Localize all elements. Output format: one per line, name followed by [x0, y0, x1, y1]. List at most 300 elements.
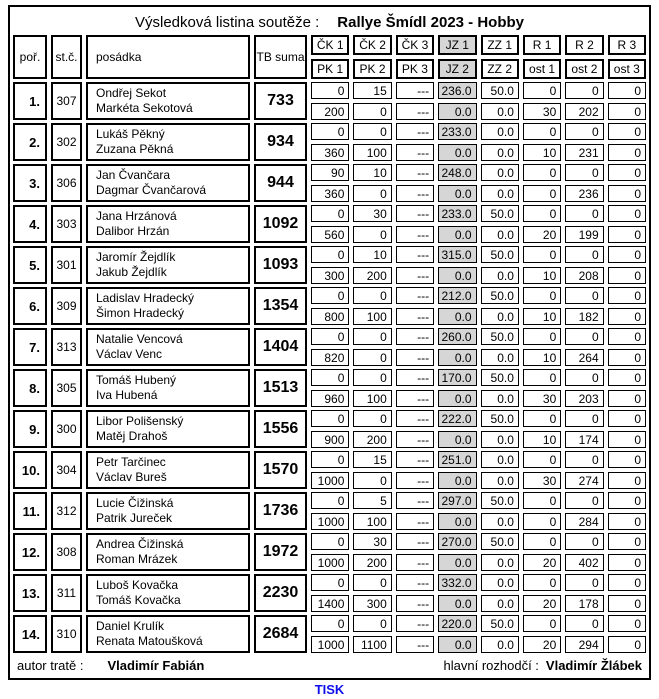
value-cell: 0.0	[481, 390, 519, 407]
header-total-cell: TB suma	[254, 35, 307, 79]
rank-cell: 4.	[13, 205, 47, 243]
value-cell: 50.0	[481, 246, 519, 263]
column-header-cell: ČK 3	[396, 35, 434, 55]
value-cell: 0.0	[481, 472, 519, 489]
value-cell: ---	[396, 205, 434, 222]
codriver-name: Iva Hubená	[96, 388, 158, 402]
driver-name: Jaromír Žejdlík	[96, 250, 176, 264]
value-cell: 50.0	[481, 615, 519, 632]
value-cell: 0.0	[438, 472, 476, 489]
value-cell: 0.0	[481, 349, 519, 366]
value-cell: ---	[396, 431, 434, 448]
value-cell: 0.0	[481, 164, 519, 181]
value-column	[565, 205, 603, 243]
total-points-cell: 1570	[254, 451, 307, 489]
value-cell: 0	[311, 328, 349, 345]
column-header-cell: ost 1	[523, 59, 561, 79]
crew-cell	[86, 533, 250, 571]
crew-cell	[86, 287, 250, 325]
value-cell: ---	[396, 636, 434, 653]
total-points-cell: 1092	[254, 205, 307, 243]
table-row	[13, 164, 646, 202]
value-cell: 0.0	[481, 226, 519, 243]
value-cell: ---	[396, 615, 434, 632]
value-cell: 0	[565, 410, 603, 427]
value-cell: 30	[353, 205, 391, 222]
value-cell: 0	[608, 246, 646, 263]
value-column	[523, 615, 561, 653]
crew-cell	[86, 82, 250, 120]
value-column	[481, 164, 519, 202]
value-column	[396, 451, 434, 489]
value-cell: 0	[565, 328, 603, 345]
column-header-cell: ČK 1	[311, 35, 349, 55]
driver-name: Natalie Vencová	[96, 332, 183, 346]
value-column	[523, 82, 561, 120]
value-cell: ---	[396, 144, 434, 161]
value-column	[311, 246, 349, 284]
total-points-cell: 733	[254, 82, 307, 120]
total-points-cell: 2230	[254, 574, 307, 612]
value-cell: 0	[353, 410, 391, 427]
value-cell: 233.0	[438, 123, 476, 140]
value-cell: 0	[565, 615, 603, 632]
value-column	[353, 533, 391, 571]
value-column	[396, 492, 434, 530]
value-cell: 222.0	[438, 410, 476, 427]
crew-cell	[86, 246, 250, 284]
table-row	[13, 246, 646, 284]
value-cell: 248.0	[438, 164, 476, 181]
value-cell: 231	[565, 144, 603, 161]
value-cell: ---	[396, 390, 434, 407]
value-column	[565, 164, 603, 202]
value-cell: 820	[311, 349, 349, 366]
table-row	[13, 123, 646, 161]
column-header-cell: ZZ 2	[481, 59, 519, 79]
value-column	[608, 451, 646, 489]
crew-cell	[86, 205, 250, 243]
rank-cell: 13.	[13, 574, 47, 612]
start-number-cell: 309	[51, 287, 82, 325]
value-column	[438, 574, 476, 612]
value-cell: 0.0	[481, 595, 519, 612]
codriver-name: Dagmar Čvančarová	[96, 183, 207, 197]
column-header-cell: JZ 1	[438, 35, 476, 55]
value-cell: 0	[608, 123, 646, 140]
value-cell: 0	[523, 410, 561, 427]
value-cell: 182	[565, 308, 603, 325]
value-column	[565, 246, 603, 284]
value-cell: 0	[608, 308, 646, 325]
value-cell: 236	[565, 185, 603, 202]
value-column	[396, 287, 434, 325]
total-points-cell: 2684	[254, 615, 307, 653]
value-cell: 0.0	[438, 226, 476, 243]
total-points-cell: 1404	[254, 328, 307, 366]
value-column	[523, 287, 561, 325]
value-cell: 1400	[311, 595, 349, 612]
value-cell: 0	[565, 164, 603, 181]
value-column	[438, 410, 476, 448]
total-points-cell: 1354	[254, 287, 307, 325]
crew-cell	[86, 615, 250, 653]
value-cell: 560	[311, 226, 349, 243]
value-cell: 0	[565, 82, 603, 99]
value-cell: 10	[523, 267, 561, 284]
value-cell: 0	[523, 328, 561, 345]
value-column	[523, 451, 561, 489]
value-cell: 0	[523, 82, 561, 99]
value-cell: ---	[396, 328, 434, 345]
value-cell: ---	[396, 308, 434, 325]
rank-cell: 5.	[13, 246, 47, 284]
total-points-cell: 1736	[254, 492, 307, 530]
value-cell: ---	[396, 410, 434, 427]
crew-cell	[86, 328, 250, 366]
value-cell: 0	[608, 267, 646, 284]
value-column	[311, 574, 349, 612]
value-cell: 0	[523, 513, 561, 530]
value-cell: 270.0	[438, 533, 476, 550]
value-cell: 0.0	[481, 185, 519, 202]
value-cell: 203	[565, 390, 603, 407]
value-column	[481, 82, 519, 120]
value-cell: 0	[608, 472, 646, 489]
value-column	[353, 287, 391, 325]
value-cell: 50.0	[481, 492, 519, 509]
crew-cell	[86, 451, 250, 489]
value-column	[565, 82, 603, 120]
driver-name: Jan Čvančara	[96, 168, 171, 182]
value-cell: 0	[608, 390, 646, 407]
column-header-cell: ČK 2	[353, 35, 391, 55]
start-number-cell: 310	[51, 615, 82, 653]
column-header-cell: JZ 2	[438, 59, 476, 79]
value-cell: 1000	[311, 472, 349, 489]
value-column	[311, 328, 349, 366]
total-points-cell: 1556	[254, 410, 307, 448]
value-cell: 251.0	[438, 451, 476, 468]
value-cell: ---	[396, 82, 434, 99]
value-column	[438, 205, 476, 243]
value-cell: 0	[523, 451, 561, 468]
value-cell: 10	[523, 308, 561, 325]
rank-cell: 8.	[13, 369, 47, 407]
crew-cell	[86, 369, 250, 407]
value-cell: 0	[608, 451, 646, 468]
value-cell: 0	[608, 431, 646, 448]
value-cell: 0	[608, 103, 646, 120]
rank-cell: 14.	[13, 615, 47, 653]
value-cell: 0	[311, 287, 349, 304]
value-cell: 0	[523, 185, 561, 202]
value-cell: 0.0	[438, 554, 476, 571]
value-column	[565, 369, 603, 407]
value-cell: 0.0	[481, 123, 519, 140]
value-cell: 50.0	[481, 369, 519, 386]
value-cell: 0	[608, 513, 646, 530]
value-column	[396, 410, 434, 448]
value-column	[311, 615, 349, 653]
value-cell: 800	[311, 308, 349, 325]
start-number-cell: 305	[51, 369, 82, 407]
value-column	[438, 615, 476, 653]
value-cell: 20	[523, 554, 561, 571]
value-cell: ---	[396, 164, 434, 181]
value-cell: ---	[396, 123, 434, 140]
value-cell: 0.0	[438, 308, 476, 325]
value-column	[311, 35, 349, 79]
value-cell: 0.0	[438, 513, 476, 530]
value-cell: 0	[353, 615, 391, 632]
value-column	[481, 328, 519, 366]
value-column	[523, 369, 561, 407]
start-number-cell: 302	[51, 123, 82, 161]
value-cell: 0	[353, 185, 391, 202]
value-column	[481, 123, 519, 161]
codriver-name: Tomáš Kovačka	[96, 593, 181, 607]
value-column	[565, 574, 603, 612]
value-cell: 0	[311, 574, 349, 591]
value-column	[523, 533, 561, 571]
value-cell: ---	[396, 246, 434, 263]
table-row	[13, 615, 646, 653]
table-row	[13, 574, 646, 612]
value-column	[311, 164, 349, 202]
rank-cell: 6.	[13, 287, 47, 325]
value-cell: 20	[523, 595, 561, 612]
value-cell: 0	[565, 369, 603, 386]
value-cell: 100	[353, 144, 391, 161]
value-cell: 0	[523, 205, 561, 222]
rank-cell: 10.	[13, 451, 47, 489]
value-column	[353, 574, 391, 612]
value-column	[481, 369, 519, 407]
value-column	[608, 164, 646, 202]
rank-cell: 11.	[13, 492, 47, 530]
value-cell: 50.0	[481, 410, 519, 427]
value-cell: 100	[353, 308, 391, 325]
value-cell: 1000	[311, 636, 349, 653]
value-column	[565, 533, 603, 571]
value-column	[481, 205, 519, 243]
value-column	[396, 328, 434, 366]
value-column	[311, 82, 349, 120]
value-cell: 0	[608, 410, 646, 427]
value-column	[311, 123, 349, 161]
crew-cell	[86, 574, 250, 612]
value-column	[353, 451, 391, 489]
value-cell: 5	[353, 492, 391, 509]
codriver-name: Markéta Sekotová	[96, 101, 193, 115]
codriver-name: Renata Matoušková	[96, 634, 203, 648]
value-cell: 1000	[311, 513, 349, 530]
value-column	[608, 246, 646, 284]
value-cell: 178	[565, 595, 603, 612]
column-header-cell: ost 3	[608, 59, 646, 79]
rank-cell: 2.	[13, 123, 47, 161]
table-row	[13, 410, 646, 448]
value-cell: 50.0	[481, 82, 519, 99]
value-cell: ---	[396, 185, 434, 202]
codriver-name: Patrik Jureček	[96, 511, 173, 525]
value-cell: 1000	[311, 554, 349, 571]
value-column	[438, 287, 476, 325]
value-column	[523, 574, 561, 612]
value-column	[311, 451, 349, 489]
title-row	[13, 11, 646, 33]
value-column	[396, 164, 434, 202]
value-cell: 294	[565, 636, 603, 653]
value-cell: 200	[311, 103, 349, 120]
value-cell: 0	[353, 328, 391, 345]
start-number-cell: 311	[51, 574, 82, 612]
value-cell: 960	[311, 390, 349, 407]
crew-cell	[86, 164, 250, 202]
value-column	[608, 82, 646, 120]
table-body	[13, 82, 646, 653]
value-column	[523, 410, 561, 448]
value-cell: 0	[353, 472, 391, 489]
value-column	[353, 492, 391, 530]
value-column	[565, 328, 603, 366]
header-start-number-cell: st.č.	[51, 35, 82, 79]
value-cell: 200	[353, 267, 391, 284]
column-header-cell: PK 3	[396, 59, 434, 79]
value-cell: 0	[523, 492, 561, 509]
value-cell: 284	[565, 513, 603, 530]
value-column	[565, 410, 603, 448]
value-cell: 0.0	[438, 144, 476, 161]
crew-cell	[86, 492, 250, 530]
event-name: Rallye Šmídl 2023 - Hobby	[337, 13, 524, 31]
value-cell: 0.0	[481, 267, 519, 284]
column-header-cell: R 2	[565, 35, 603, 55]
value-column	[481, 246, 519, 284]
codriver-name: Václav Venc	[96, 347, 163, 361]
value-column	[438, 451, 476, 489]
value-cell: 0.0	[438, 431, 476, 448]
column-header-cell: R 3	[608, 35, 646, 55]
driver-name: Lucie Čižinská	[96, 496, 174, 510]
track-author	[17, 658, 204, 673]
track-author-label: autor tratě :	[17, 657, 84, 673]
value-column	[353, 615, 391, 653]
driver-name: Tomáš Hubený	[96, 373, 177, 387]
total-points-cell: 1093	[254, 246, 307, 284]
value-column	[608, 410, 646, 448]
value-column	[608, 328, 646, 366]
column-header-cell: ost 2	[565, 59, 603, 79]
value-column	[396, 123, 434, 161]
value-column	[481, 492, 519, 530]
driver-name: Jana Hrzánová	[96, 209, 177, 223]
value-cell: 0	[565, 246, 603, 263]
value-column	[353, 369, 391, 407]
value-cell: 50.0	[481, 287, 519, 304]
header-rank-cell: poř.	[13, 35, 47, 79]
value-column	[438, 492, 476, 530]
value-cell: 0	[608, 492, 646, 509]
value-cell: 0	[353, 349, 391, 366]
value-cell: 0.0	[438, 390, 476, 407]
table-row	[13, 82, 646, 120]
value-cell: 0	[523, 246, 561, 263]
value-cell: 20	[523, 226, 561, 243]
value-column	[311, 205, 349, 243]
total-points-cell: 1972	[254, 533, 307, 571]
value-cell: ---	[396, 472, 434, 489]
codriver-name: Matěj Drahoš	[96, 429, 168, 443]
value-cell: 274	[565, 472, 603, 489]
value-cell: 0	[353, 103, 391, 120]
value-column	[608, 492, 646, 530]
value-cell: 0	[565, 451, 603, 468]
value-column	[353, 246, 391, 284]
value-cell: 0	[311, 533, 349, 550]
title-label: Výsledková listina soutěže :	[135, 13, 320, 31]
driver-name: Daniel Krulík	[96, 619, 165, 633]
value-column	[481, 451, 519, 489]
column-header-cell: PK 1	[311, 59, 349, 79]
value-cell: 90	[311, 164, 349, 181]
value-column	[438, 35, 476, 79]
value-cell: 0	[565, 205, 603, 222]
start-number-cell: 306	[51, 164, 82, 202]
value-cell: 50.0	[481, 205, 519, 222]
value-cell: 0	[523, 369, 561, 386]
value-cell: 0.0	[481, 554, 519, 571]
value-column	[481, 533, 519, 571]
driver-name: Ladislav Hradecký	[96, 291, 195, 305]
value-column	[396, 533, 434, 571]
value-cell: 0	[608, 164, 646, 181]
value-cell: 0	[311, 369, 349, 386]
chief-referee-name: Vladimír Žlábek	[545, 657, 642, 673]
value-cell: 0	[565, 533, 603, 550]
start-number-cell: 308	[51, 533, 82, 571]
codriver-name: Dalibor Hrzán	[96, 224, 170, 238]
value-cell: ---	[396, 492, 434, 509]
results-table	[8, 5, 651, 680]
print-link[interactable]: TISK	[314, 682, 345, 697]
value-column	[565, 615, 603, 653]
value-cell: 0	[311, 82, 349, 99]
value-cell: 200	[353, 431, 391, 448]
column-header-cell: R 1	[523, 35, 561, 55]
value-cell: ---	[396, 103, 434, 120]
start-number-cell: 303	[51, 205, 82, 243]
value-column	[481, 615, 519, 653]
value-cell: 0	[353, 574, 391, 591]
value-cell: 0	[353, 226, 391, 243]
value-cell: 0	[311, 123, 349, 140]
value-cell: 402	[565, 554, 603, 571]
value-cell: ---	[396, 451, 434, 468]
value-column	[396, 369, 434, 407]
value-cell: 360	[311, 185, 349, 202]
value-column	[353, 205, 391, 243]
value-cell: 100	[353, 513, 391, 530]
value-cell: 0.0	[481, 431, 519, 448]
value-column	[565, 35, 603, 79]
value-cell: 15	[353, 82, 391, 99]
value-cell: 0	[523, 164, 561, 181]
value-cell: 233.0	[438, 205, 476, 222]
value-cell: 199	[565, 226, 603, 243]
value-cell: 0	[311, 451, 349, 468]
